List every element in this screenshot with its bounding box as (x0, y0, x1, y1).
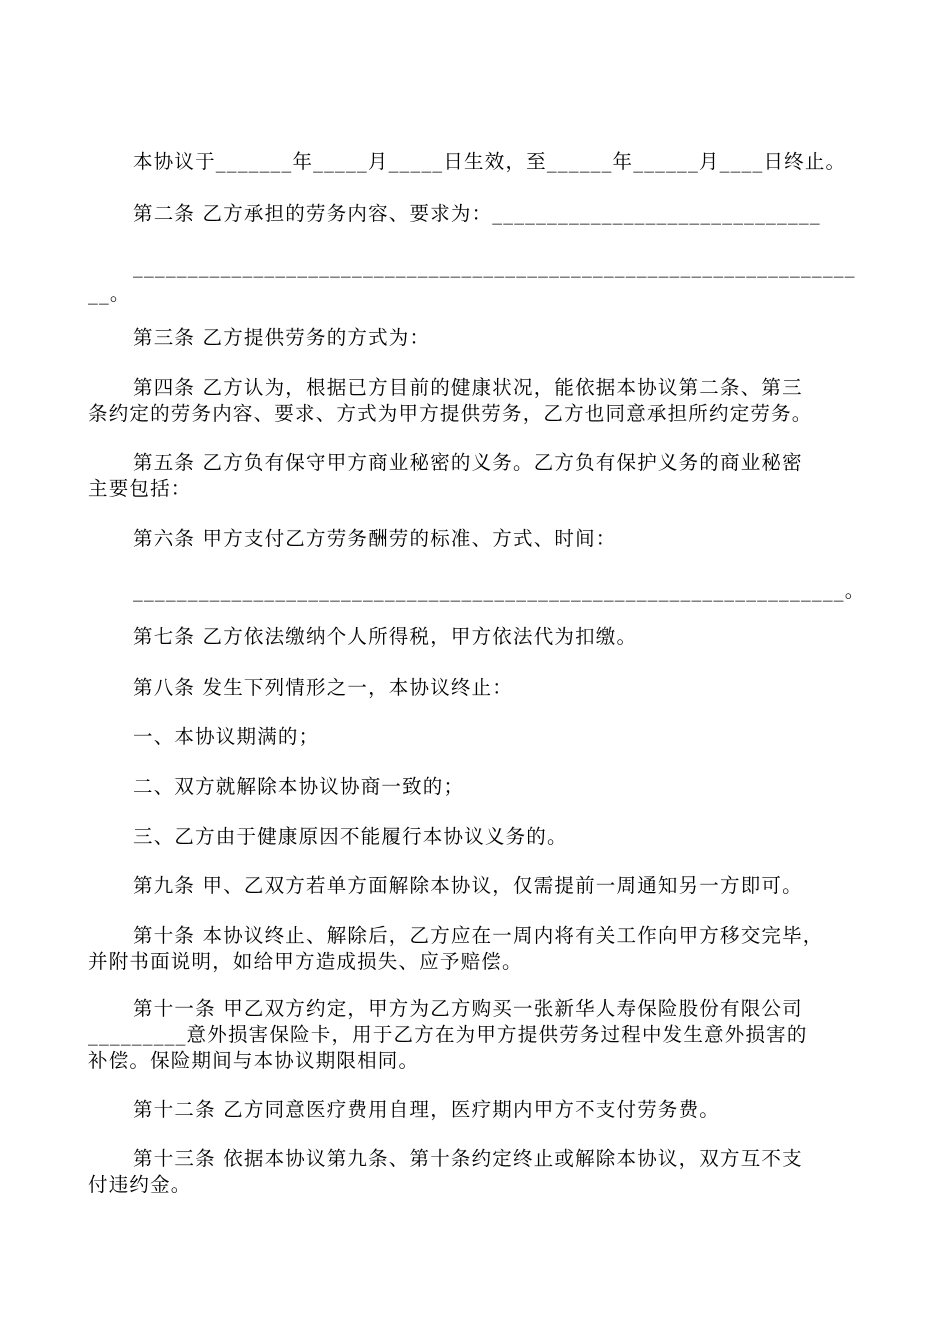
article-11-line-1: 第十一条 甲乙双方约定，甲方为乙方购买一张新华人寿保险股份有限公司 (133, 997, 803, 1020)
article-8-item-3: 三、乙方由于健康原因不能履行本协议义务的。 (133, 825, 568, 848)
article-13-line-2: 付违约金。 (88, 1173, 192, 1196)
article-2-blank-line: __________________________________________________________________ (133, 255, 856, 278)
article-6-blank-line: _________________________________________________________________。 (133, 579, 866, 602)
article-7-line: 第七条 乙方依法缴纳个人所得税，甲方依法代为扣缴。 (133, 625, 638, 648)
article-12-line: 第十二条 乙方同意医疗费用自理，医疗期内甲方不支付劳务费。 (133, 1098, 720, 1121)
article-4-line-1: 第四条 乙方认为，根据已方目前的健康状况，能依据本协议第二条、第三 (133, 376, 803, 399)
article-9-line: 第九条 甲、乙双方若单方面解除本协议，仅需提前一周通知另一方即可。 (133, 874, 803, 897)
article-3-line: 第三条 乙方提供劳务的方式为： (133, 326, 431, 349)
article-13-line-1: 第十三条 依据本协议第九条、第十条约定终止或解除本协议，双方互不支 (133, 1147, 803, 1170)
article-10-line-1: 第十条 本协议终止、解除后，乙方应在一周内将有关工作向甲方移交完毕， (133, 924, 824, 947)
article-11-line-3: 补偿。保险期间与本协议期限相同。 (88, 1049, 420, 1072)
article-2-line: 第二条 乙方承担的劳务内容、要求为：______________________________ (133, 202, 821, 225)
article-8-item-1: 一、本协议期满的； (133, 725, 320, 748)
article-5-line-2: 主要包括： (88, 477, 192, 500)
article-11-line-2: _________意外损害保险卡，用于乙方在为甲方提供劳务过程中发生意外损害的 (88, 1023, 808, 1046)
effective-date-line: 本协议于_______年_____月_____日生效，至______年______月____日终止。 (133, 150, 847, 173)
article-8-item-2: 二、双方就解除本协议协商一致的； (133, 775, 465, 798)
article-2-end-line: __。 (88, 282, 131, 305)
article-4-line-2: 条约定的劳务内容、要求、方式为甲方提供劳务，乙方也同意承担所约定劳务。 (88, 402, 813, 425)
article-8-line: 第八条 发生下列情形之一，本协议终止： (133, 676, 513, 699)
article-6-line: 第六条 甲方支付乙方劳务酬劳的标准、方式、时间： (133, 527, 617, 550)
article-10-line-2: 并附书面说明，如给甲方造成损失、应予赔偿。 (88, 950, 523, 973)
article-5-line-1: 第五条 乙方负有保守甲方商业秘密的义务。乙方负有保护义务的商业秘密 (133, 451, 803, 474)
